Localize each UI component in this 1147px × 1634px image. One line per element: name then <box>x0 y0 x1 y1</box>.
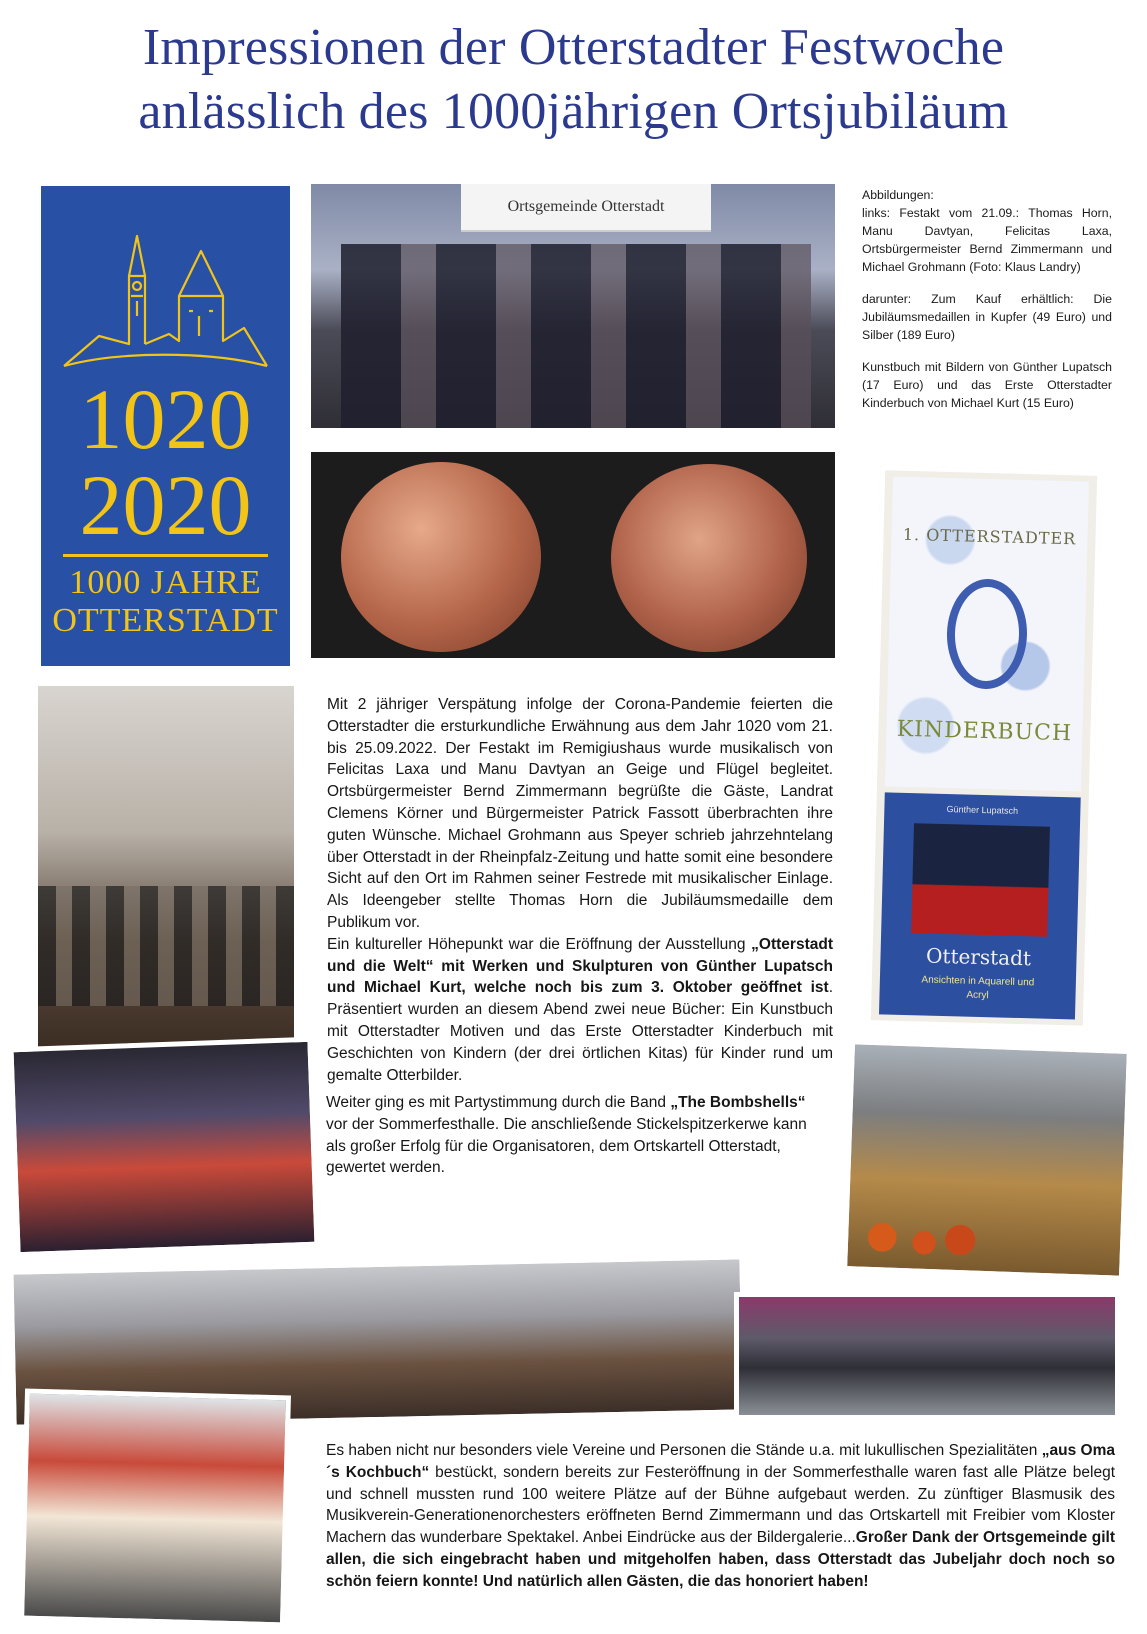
medal-back <box>611 464 807 652</box>
text3-thanks: Großer Dank der Ortsgemeinde gilt allen, die sich eingebracht haben und mitgeholfen haben, dass Otterstadt das Jubeljahr doch noch so schön feiern konnte! Und natürlich allen Gästen, die das honoriert haben! <box>326 1529 1115 1590</box>
image-captions <box>862 186 1112 426</box>
text2-intro: Weiter ging es mit Partystimmung durch die Band <box>326 1094 671 1111</box>
book2-painting <box>911 823 1050 937</box>
text2-rest: vor der Sommerfesthalle. Die anschließende Stickelspitzerkerwe kann als großer Erfolg für die Organisatoren, dem Ortskartell Otterstadt, gewertet werden. <box>326 1115 807 1177</box>
photo-festakt <box>311 184 835 428</box>
logo-text-jahre: 1000 JAHRE <box>69 564 262 601</box>
article-text-1 <box>327 694 833 1086</box>
caption-medals: darunter: Zum Kauf erhältlich: Die Jubiläumsmedaillen in Kupfer (49 Euro) und Silber (189 Euro) <box>862 292 1112 342</box>
church-towers-icon <box>59 216 272 376</box>
text1-books: . Präsentiert wurden an diesem Abend zwei neue Bücher: Ein Kunstbuch mit Otterstadter Motiven und das Erste Otterstadter Kinderbuch mit Geschichten von Kindern (der drei örtlichen Kitas) für Kinder rund um gemalte Otterbilder. <box>327 979 833 1084</box>
logo-text-otterstadt: OTTERSTADT <box>52 602 279 639</box>
caption-books: Kunstbuch mit Bildern von Günther Lupatsch (17 Euro) und das Erste Otterstadter Kinderbuch von Michael Kurt (15 Euro) <box>862 360 1112 410</box>
text1-exhibition-intro: Ein kultureller Höhepunkt war die Eröffnung der Ausstellung <box>327 935 752 953</box>
logo-year-end: 2020 <box>79 457 252 553</box>
book-otterstadt <box>879 792 1081 1019</box>
book1-title: 1. OTTERSTADTER <box>902 524 1077 549</box>
book-kinderbuch <box>885 477 1089 792</box>
text1-exhibition-bold: „Otterstadt und die Welt“ mit Werken und Skulpturen von Günther Lupatsch und Michael Kurt, welche noch bis zum 3. Oktober geöffnet ist <box>327 935 833 997</box>
pumpkins <box>858 1217 979 1261</box>
exhibition-crowd <box>38 886 294 1006</box>
medal-front <box>341 462 541 652</box>
jubilee-logo <box>41 186 290 666</box>
book2-title: Otterstadt <box>925 943 1032 971</box>
logo-divider <box>63 554 268 557</box>
photo-kerwe-hall <box>842 1039 1132 1281</box>
photo-brass-band <box>734 1292 1120 1420</box>
text3-kochbuch: „aus Oma´s Kochbuch“ <box>326 1442 1115 1481</box>
page-title <box>0 16 1147 144</box>
text2-band: „The Bombshells“ <box>670 1094 806 1111</box>
photo-exhibition <box>38 686 294 1052</box>
logo-year-start: 1020 <box>79 371 252 467</box>
article-text-2 <box>326 1092 816 1179</box>
text3-intro: Es haben nicht nur besonders viele Vereine und Personen die Stände u.a. mit lukullischen Spezialitäten <box>326 1442 1042 1459</box>
photo-carousel <box>19 1389 291 1628</box>
book1-subtitle: KINDERBUCH <box>896 716 1073 747</box>
caption-festakt: links: Festakt vom 21.09.: Thomas Horn, Manu Davtyan, Felicitas Laxa, Ortsbürgermeister Bernd Zimmermann und Michael Grohmann (Foto: Klaus Landry) <box>862 206 1112 274</box>
book2-subtitle: Ansichten in Aquarell und Acryl <box>921 974 1035 1002</box>
book2-author: Günther Lupatsch <box>946 804 1019 816</box>
article-text-3 <box>326 1440 1115 1593</box>
photo-medals <box>311 452 835 658</box>
festakt-banner: Ortsgemeinde Otterstadt <box>461 184 711 232</box>
photo-concert <box>8 1037 319 1257</box>
people-group <box>341 244 811 428</box>
otter-emblem-icon <box>946 578 1029 690</box>
photo-books <box>866 465 1103 1031</box>
text1-intro: Mit 2 jähriger Verspätung infolge der Corona-Pandemie feierten die Otterstadter die ersturkundliche Erwähnung aus dem Jahr 1020 vom 21. bis 25.09.2022. Der Festakt im Remigiushaus wurde musikalisch von Felicitas Laxa und Manu Davtyan an Geige und Flügel begleitet. Ortsbürgermeister Bernd Zimmermann begrüßte die Gäste, Landrat Clemens Körner und Bürgermeister Patrick Fassott überbrachten ihre guten Wünsche. Michael Grohmann aus Speyer schrieb jahrzehntelang über Otterstadt in der Rheinpfalz-Zeitung und hatte somit eine besondere Sicht auf den Ort im Rahmen seiner Festrede mit musikalischer Einlage. Als Ideengeber stellte Thomas Horn die Jubiläumsmedaille dem Publikum vor. <box>327 696 833 931</box>
caption-heading: Abbildungen: <box>862 188 934 202</box>
title-line-2: anlässlich des 1000jährigen Ortsjubiläum <box>138 83 1009 140</box>
text3-body: bestückt, sondern bereits zur Festeröffnung in der Sommerfesthalle waren fast alle Plätze belegt und schnell mussten rund 100 weitere Plätze auf der Bühne aufgebaut werden. Zu zünftiger Blasmusik des Musikverein-Generationenorchesters eröffneten Bernd Zimmermann und das Ortskartell mit Freibier vom Kloster Machern das wunderbare Spektakel. Anbei Eindrücke aus der Bildergalerie... <box>326 1463 1115 1547</box>
title-line-1: Impressionen der Otterstadter Festwoche <box>142 19 1005 76</box>
